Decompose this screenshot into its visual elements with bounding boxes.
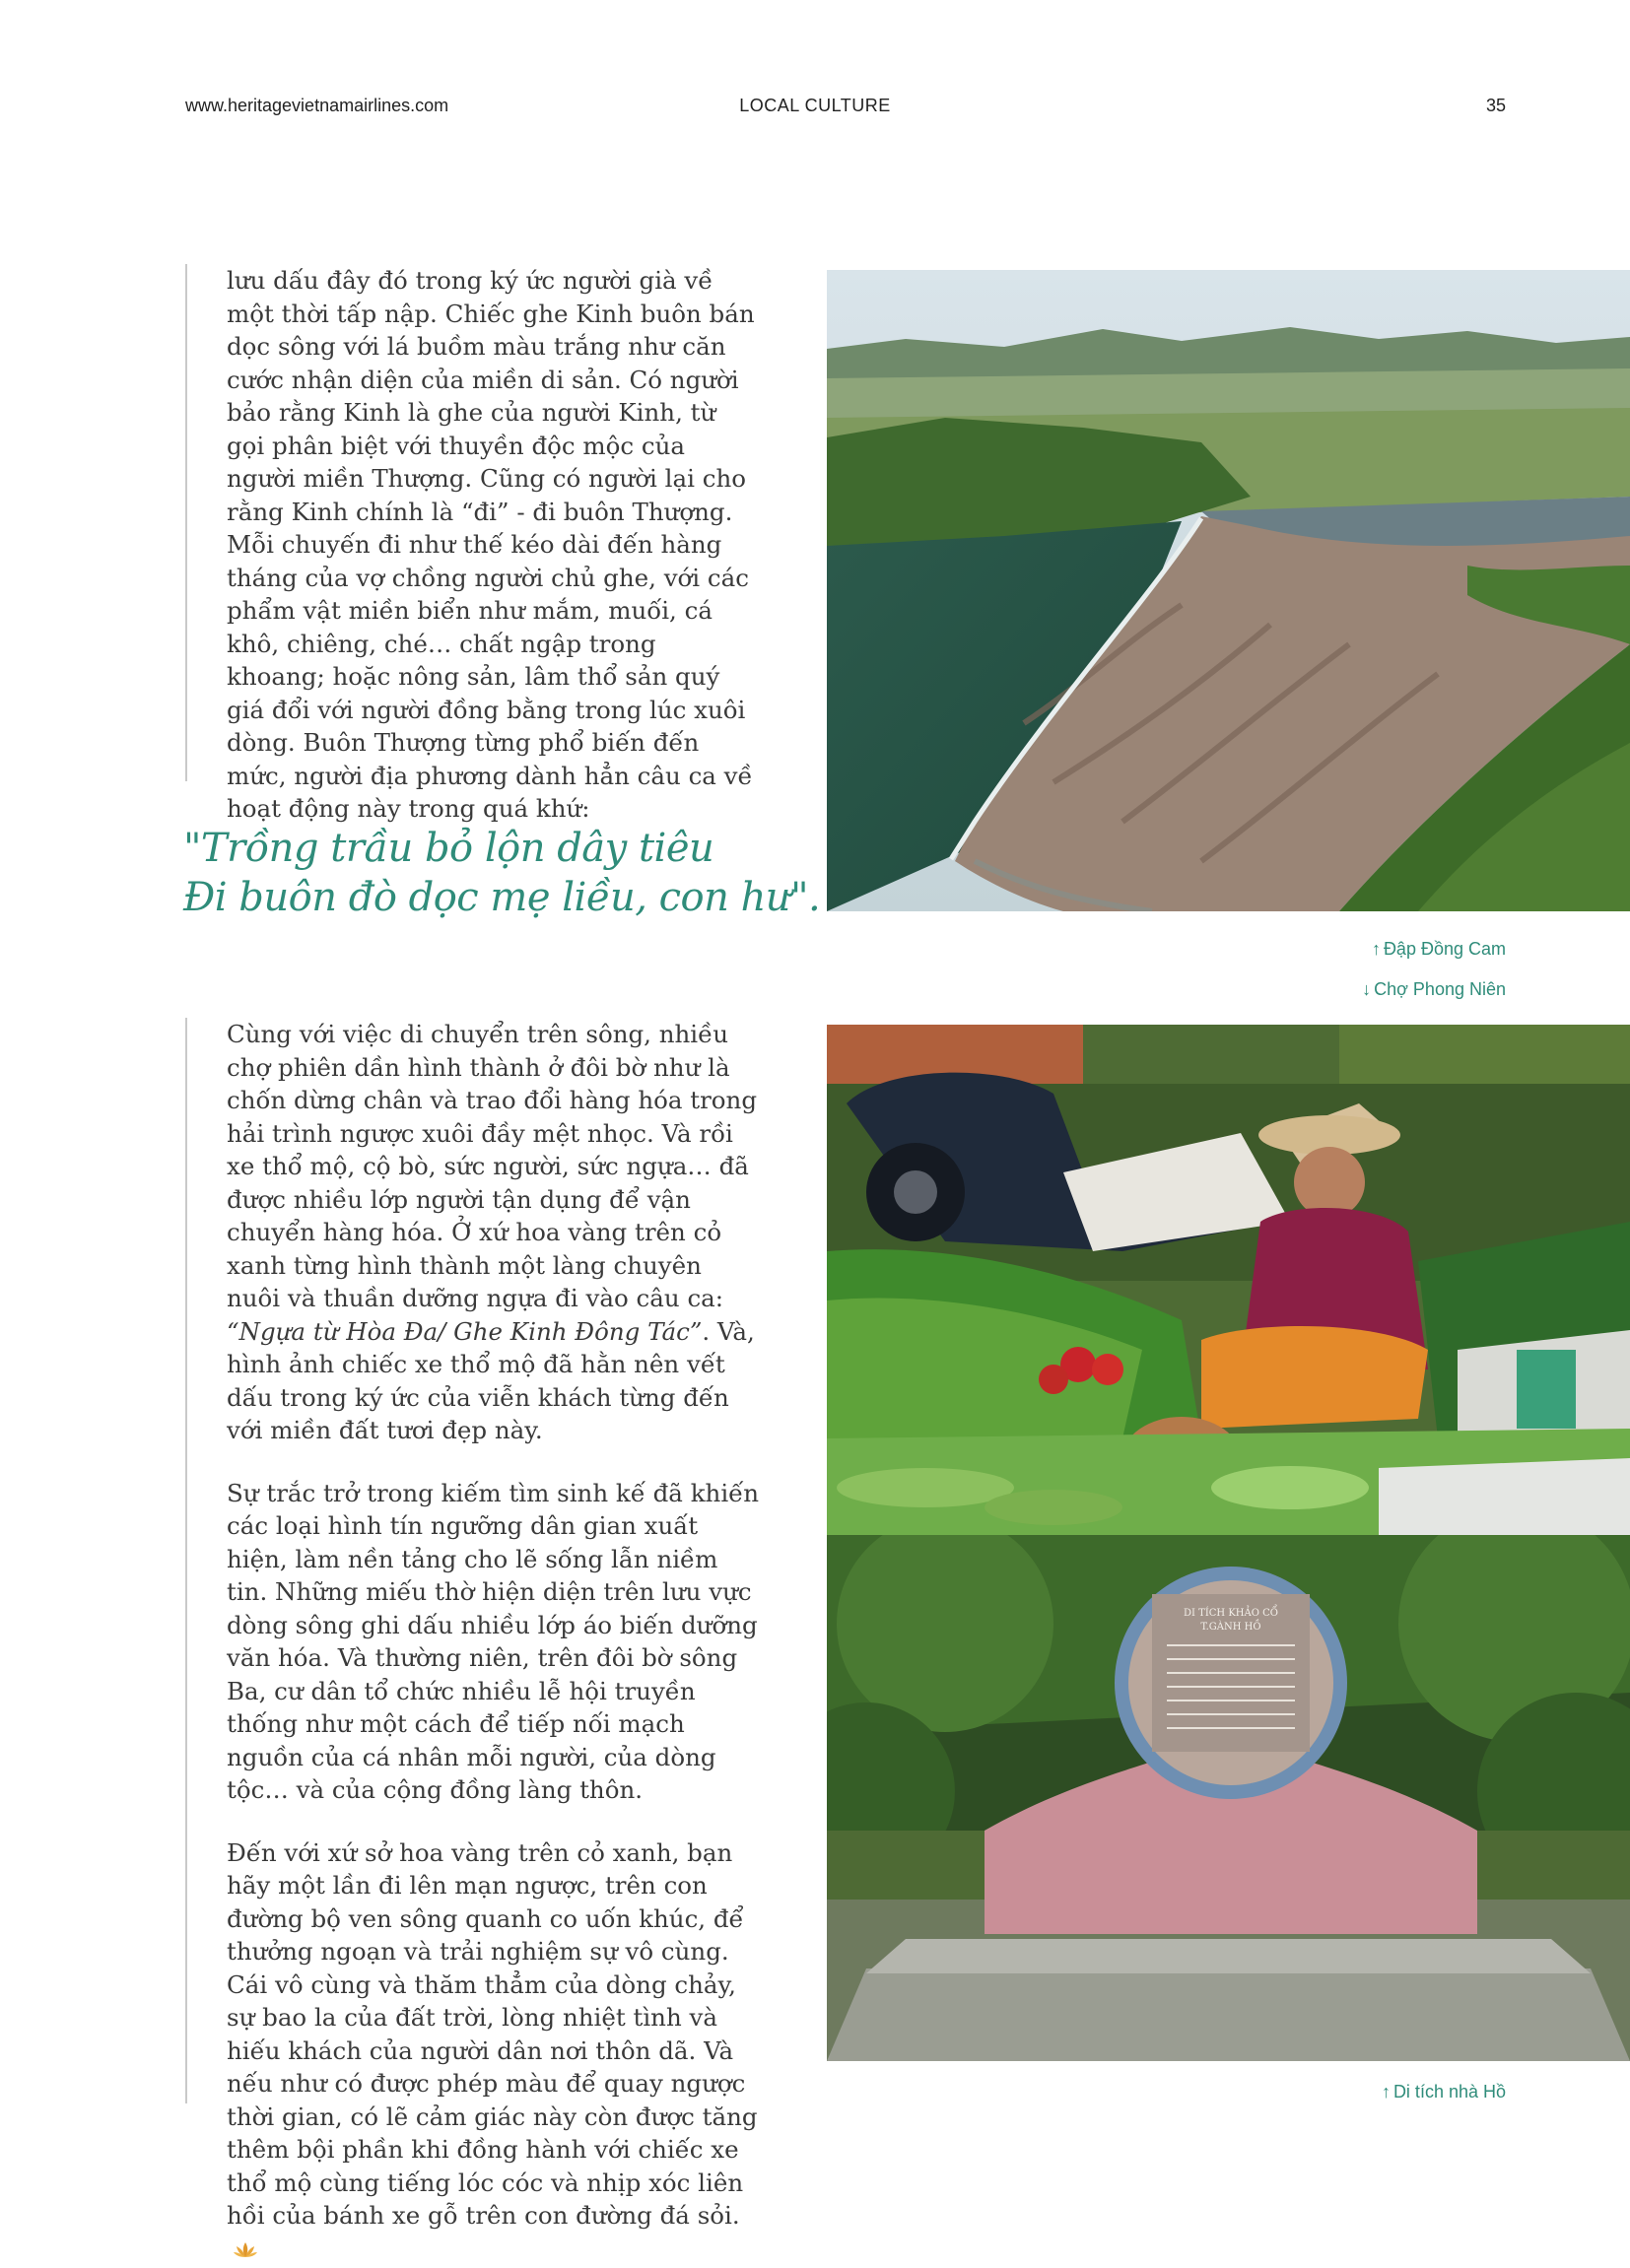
paragraph-text: Đến với xứ sở hoa vàng trên cỏ xanh, bạn hãy một lần đi lên mạn ngược, trên con đường bộ ven sông quanh co uốn khúc, để thưởng ngoạn và trải nghiệm sự vô cùng. Cái vô cùng và thăm thẳm của dòng chảy, sự bao la của đất trời, lòng nhiệt tình và hiếu khách của người dân nơi thôn dã. Và nếu như có được phép màu để quay ngược thời gian, có lẽ cảm giác này còn được tăng thêm bội phần khi đồng hành với chiếc xe thổ mộ cùng tiếng lóc cóc và nhịp xóc liên hồi của bánh xe gỗ trên con đường đá sỏi. (227, 1838, 758, 2231)
caption-text: Chợ Phong Niên (1374, 979, 1506, 999)
photo-ho-house-relic (827, 1535, 1630, 2061)
arrow-down-icon: ↓ (1362, 979, 1371, 999)
folk-verse-quote: “Ngựa từ Hòa Đa/ Ghe Kinh Đông Tác” (227, 1317, 702, 1346)
caption-photo-3 (1382, 2082, 1506, 2102)
pull-quote (183, 824, 820, 922)
arrow-up-icon: ↑ (1382, 2082, 1391, 2101)
paragraph (227, 1836, 759, 2268)
text-column-top (185, 264, 759, 781)
sign-title-line-1: DI TÍCH KHẢO CỔ (1184, 1605, 1278, 1619)
pull-quote-line-1: "Trồng trầu bỏ lộn dây tiêu (183, 824, 820, 873)
photo-dong-cam-dam (827, 270, 1630, 911)
sign-title-line-2: T.GÀNH HỒ (1200, 1620, 1260, 1633)
paragraph (227, 1018, 759, 1447)
caption-photo-2 (1362, 979, 1506, 1000)
paragraph-text: . Và, hình ảnh chiếc xe thổ mộ đã hằn nên vết dấu trong ký ức của viễn khách từng đến với miền đất tươi đẹp này. (227, 1317, 755, 1445)
header-section-title: LOCAL CULTURE (0, 96, 1630, 116)
lotus-icon (233, 2235, 258, 2268)
paragraph-text: Cùng với việc di chuyển trên sông, nhiều chợ phiên dần hình thành ở đôi bờ như là chốn dừng chân và trao đổi hàng hóa trong hải trình ngược xuôi đầy mệt nhọc. Và rồi xe thổ mộ, cộ bò, sức người, sức ngựa… đã được nhiều lớp người tận dụng để vận chuyển hàng hóa. Ở xứ hoa vàng trên cỏ xanh từng hình thành một làng chuyên nuôi và thuần dưỡng ngựa đi vào câu ca: (227, 1020, 757, 1312)
caption-text: Đập Đồng Cam (1384, 939, 1506, 959)
page-number: 35 (1486, 96, 1506, 116)
text-column-bottom (185, 1018, 759, 2103)
caption-text: Di tích nhà Hồ (1393, 2082, 1506, 2101)
photo-phong-nien-market (827, 1025, 1630, 1535)
header-website[interactable]: www.heritagevietnamairlines.com (185, 96, 448, 116)
arrow-up-icon: ↑ (1372, 939, 1381, 959)
paragraph: Sự trắc trở trong kiếm tìm sinh kế đã khiến các loại hình tín ngưỡng dân gian xuất hiện, làm nền tảng cho lẽ sống lẫn niềm tin. Những miếu thờ hiện diện trên lưu vực dòng sông ghi dấu nhiều lớp áo biến dưỡng văn hóa. Và thường niên, trên đôi bờ sông Ba, cư dân tổ chức nhiều lễ hội truyền thống như một cách để tiếp nối mạch nguồn của cá nhân mỗi người, của dòng tộc… và của cộng đồng làng thôn. (227, 1477, 759, 1807)
paragraph: lưu dấu đây đó trong ký ức người già về một thời tấp nập. Chiếc ghe Kinh buôn bán dọc sông với lá buồm màu trắng như căn cước nhận diện của miền di sản. Có người bảo rằng Kinh là ghe của người Kinh, từ gọi phân biệt với thuyền độc mộc của người miền Thượng. Cũng có người lại cho rằng Kinh chính là “đi” - đi buôn Thượng. Mỗi chuyến đi như thế kéo dài đến hàng tháng của vợ chồng người chủ ghe, với các phẩm vật miền biển như mắm, muối, cá khô, chiêng, ché… chất ngập trong khoang; hoặc nông sản, lâm thổ sản quý giá đổi với người đồng bằng trong lúc xuôi dòng. Buôn Thượng từng phổ biến đến mức, người địa phương dành hẳn câu ca về hoạt động này trong quá khứ: (227, 264, 759, 826)
caption-photo-1 (1372, 939, 1506, 960)
pull-quote-line-2: Đi buôn đò dọc mẹ liều, con hư". (183, 873, 820, 922)
